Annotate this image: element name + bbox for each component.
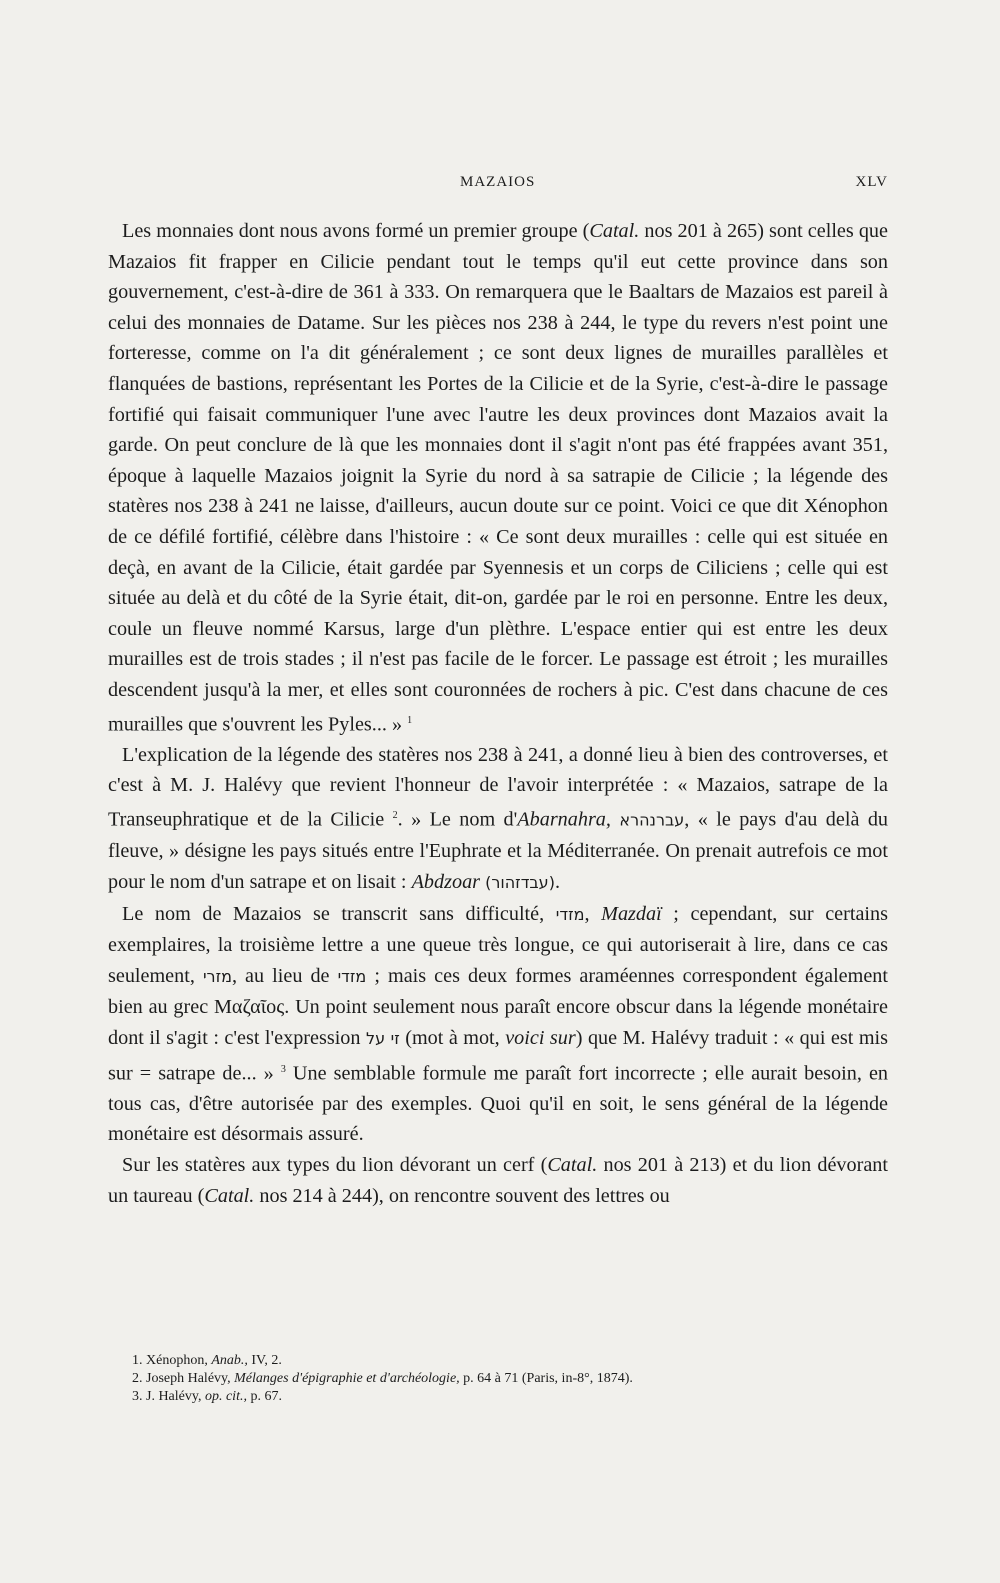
greek-mazaios: Μαζαῖος (213, 996, 285, 1019)
paragraph-4: Sur les statères aux types du lion dévorant un cerf (Catal. nos 201 à 213) et du lion dévorant un taureau (Catal. nos 214 à 244), on rencontre souvent des lettres ou (108, 1154, 889, 1207)
hebrew-abarnahra: עברנהרא (619, 810, 685, 830)
page-number: XLV (855, 174, 888, 190)
running-title: MAZAIOS (460, 174, 536, 190)
hebrew-abdzoar: (עבדזהור) (485, 872, 555, 892)
running-header (108, 174, 888, 198)
footnote-3: 3. J. Halévy, op. cit., p. 67. (132, 1389, 282, 1404)
footnote-ref-2: 2 (392, 810, 398, 822)
footnote-ref-3: 3 (280, 1063, 286, 1075)
paragraph-1: Les monnaies dont nous avons formé un premier groupe (Catal. nos 201 à 265) sont celles que Mazaios fit frapper en Cilicie pendant tout le temps qu'il eut cette province dans son gouvernement, c'est-à-dire de 361 à 333. On remarquera que le Baaltars de Mazaios est pareil à celui des monnaies de Datame. Sur les pièces nos 238 à 244, le type du revers n'est point une forteresse, comme on l'a dit généralement ; ce sont deux lignes de murailles parallèles et flanquées de bastions, représentant les Portes de la Cilicie et de la Syrie, c'est-à-dire le passage fortifié qui faisait communiquer l'une avec l'autre les deux provinces dont Mazaios avait la garde. On peut conclure de là que les monnaies dont il s'agit n'ont pas été frappées avant 351, époque à laquelle Mazaios joignit la Syrie du nord à sa satrapie de Cilicie ; la légende des statères nos 238 à 241 ne laisse, d'ailleurs, aucun doute sur ce point. Voici ce que dit Xénophon de ce défilé fortifié, célèbre dans l'histoire : « Ce sont deux murailles : celle qui est située en deçà, en avant de la Cilicie, était gardée par Syennesis et un corps de Ciliciens ; celle qui est située au delà et du côté de la Syrie était, dit-on, gardée par le roi en personne. Entre les deux, coule un fleuve nommé Karsus, large d'un plèthre. L'espace entier qui est entre les deux murailles est de trois stades ; il n'est pas facile de le forcer. Le passage est étroit ; les murailles descendent jusqu'à la mer, et elles sont couronnées de rochers à pic. C'est dans chacune de ces murailles que s'ouvrent les Pyles... » $^1$ (108, 220, 888, 736)
footnote-2: 2. Joseph Halévy, Mélanges d'épigraphie et d'archéologie, p. 64 à 71 (Paris, in-8°, 1874). (132, 1371, 633, 1386)
paragraph-2: L'explication de la légende des statères nos 238 à 241, a donné lieu à bien des controverses, et c'est à M. J. Halévy que revient l'honneur de l'avoir interprétée : « Mazaios, satrape de la Transeuphratique et de la Cilicie $^2$. » Le nom d'Abarnahra, עברנהרא, « le pays d'au delà du fleuve, » désigne les pays situés entre l'Euphrate et la Méditerranée. On prenait autrefois ce mot pour le nom d'un satrape et on lisait : Abdzoar (עבדזהור). (108, 743, 889, 893)
footnotes (132, 1352, 872, 1406)
body-text (108, 216, 888, 1211)
paragraph-3: Le nom de Mazaios se transcrit sans difficulté, מזדי, Mazdaï ; cependant, sur certains exemplaires, la troisième lettre a une queue très longue, ce qui autoriserait à lire, dans ce cas seulement, מזרי, au lieu de מזדי ; mais ces deux formes araméennes correspondent également bien au grec Μαζαῖος. Un point seulement nous paraît encore obscur dans la légende monétaire dont il s'agit : c'est l'expression זי על (mot à mot, voici sur) que M. Halévy traduit : « qui est mis sur = satrape de... » $^3$ Une semblable formule me paraît fort incorrecte ; elle aurait besoin, en tous cas, d'être autorisée par des exemples. Quoi qu'il en soit, le sens général de la légende monétaire est désormais assuré. (108, 902, 889, 1146)
footnote-1: 1. Xénophon, Anab., IV, 2. (132, 1353, 282, 1368)
footnote-ref-1: 1 (407, 714, 413, 726)
